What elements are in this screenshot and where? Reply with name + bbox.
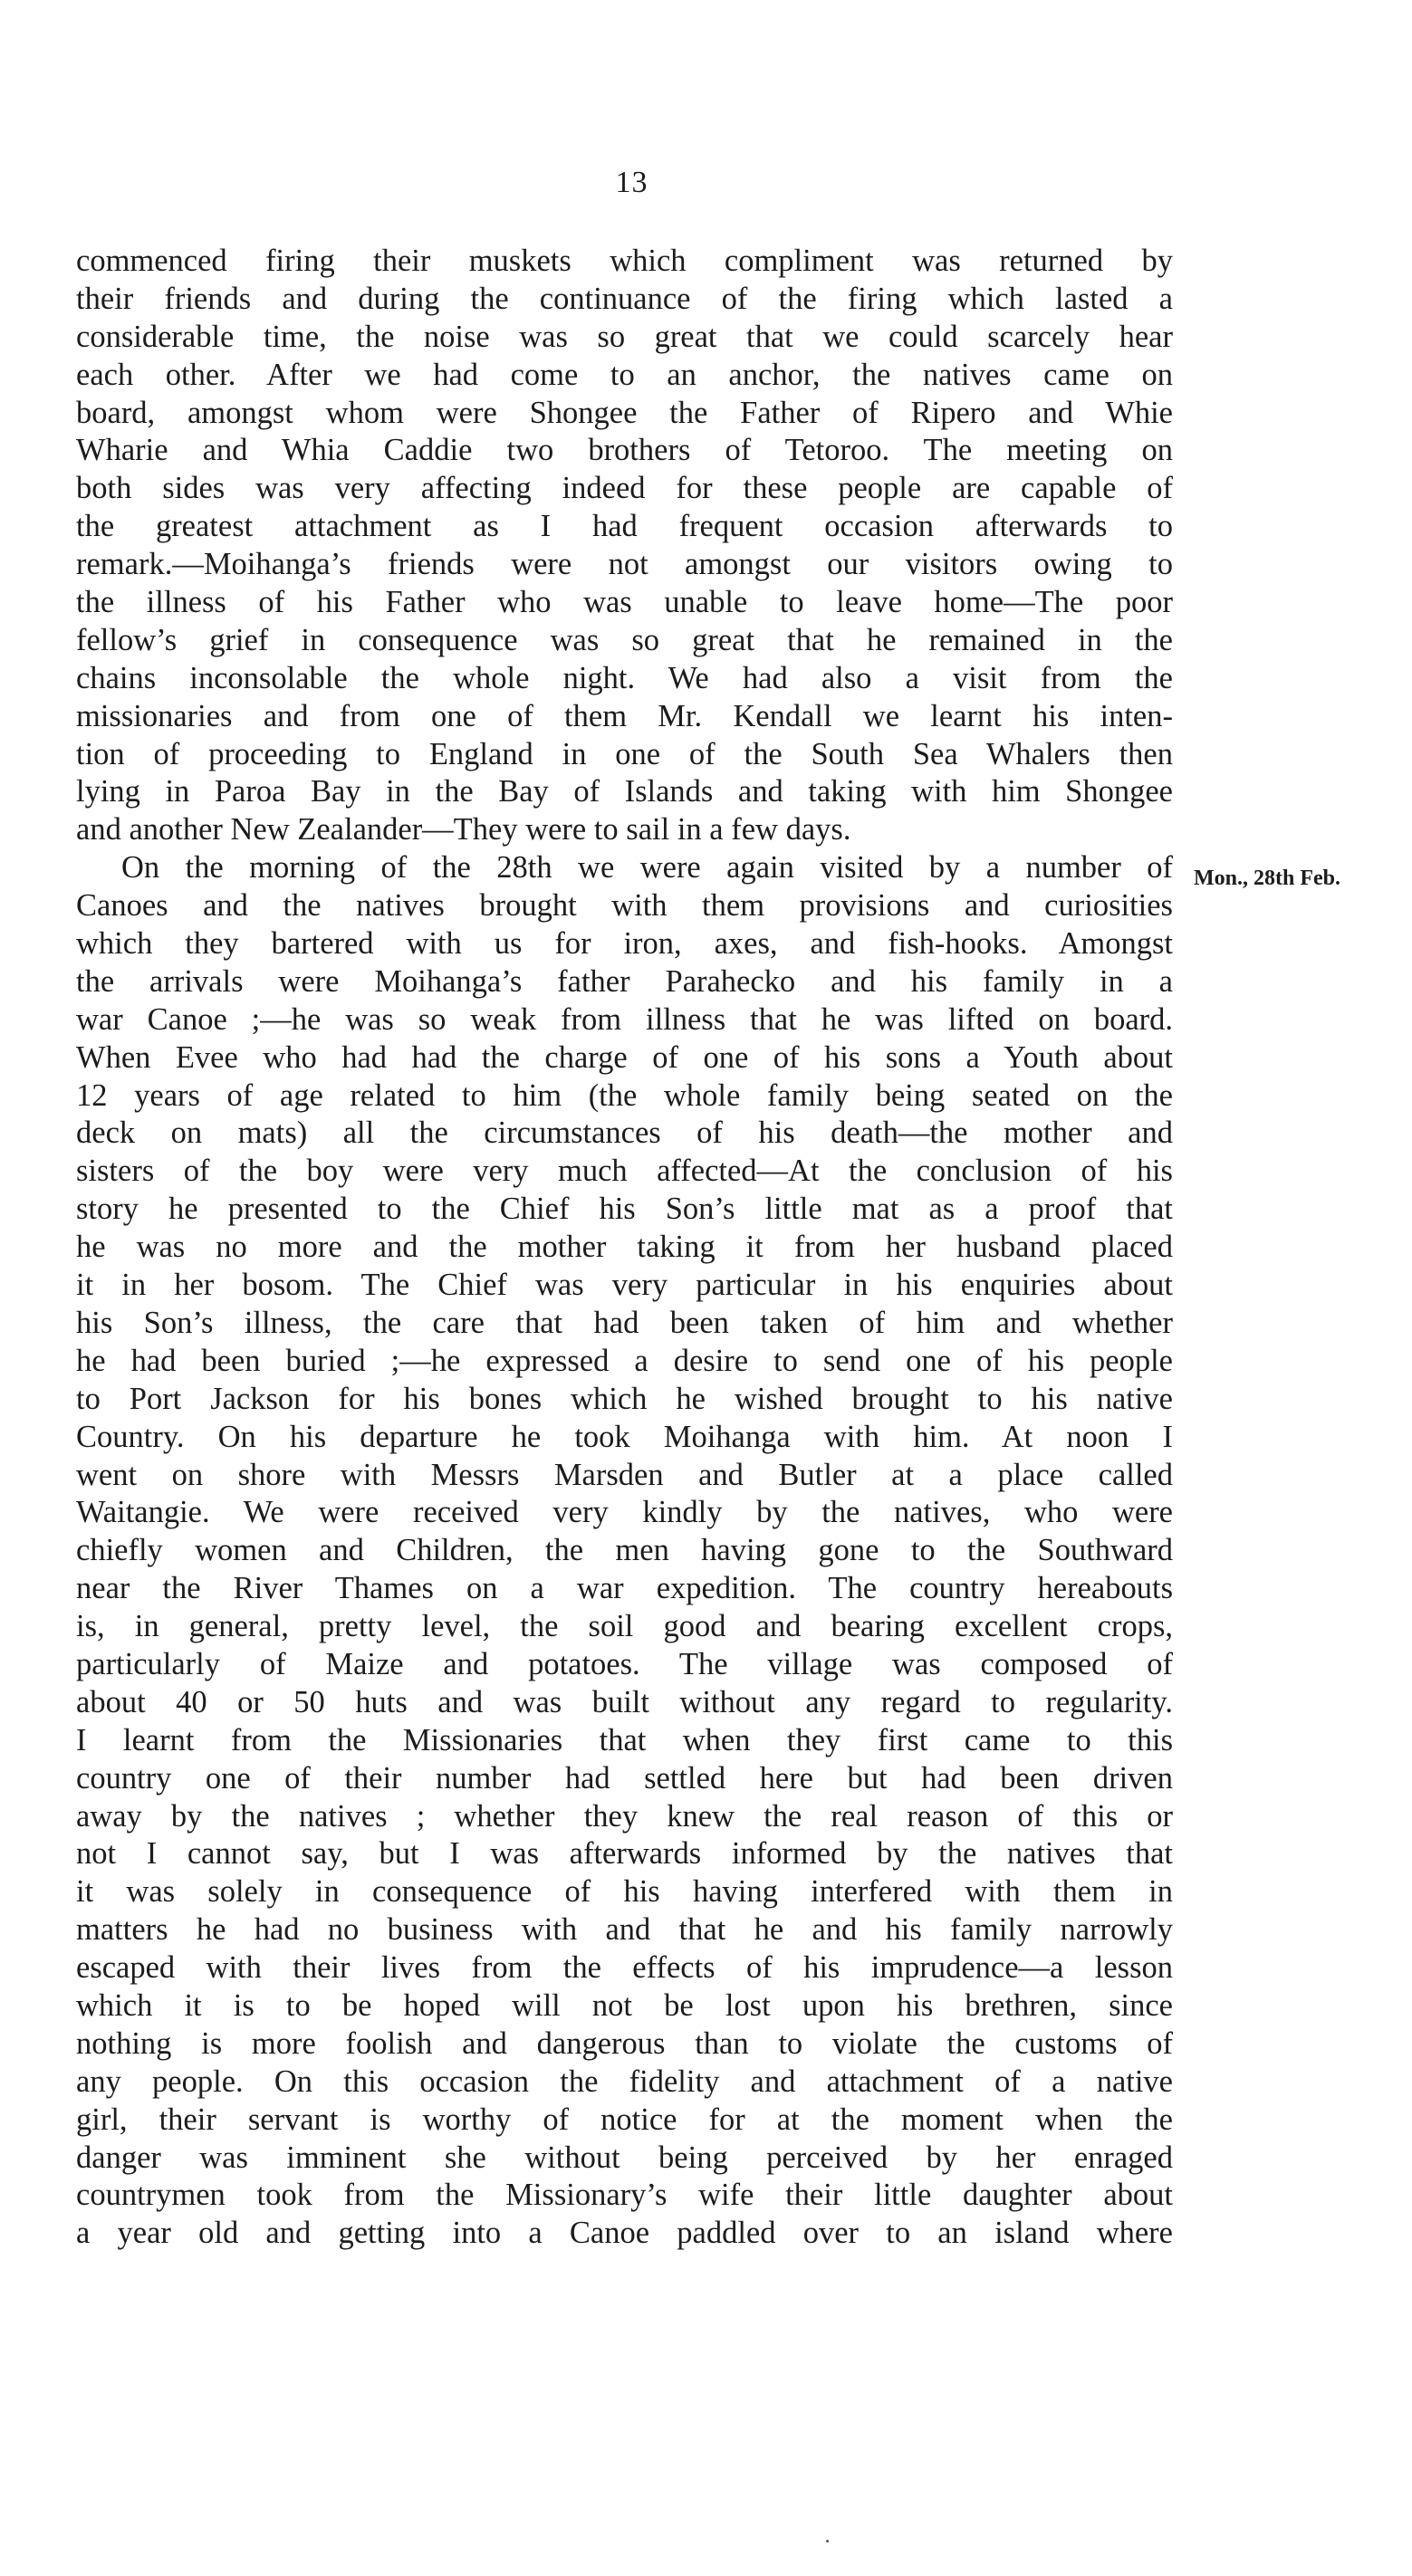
text-line: chains inconsolable the whole night. We had also a visit from the [76,660,1173,695]
text-line: not I cannot say, but I was afterwards informed by the natives that [76,1836,1173,1872]
text-line: considerable time, the noise was so great that we could scarcely hear [76,319,1173,354]
text-line: to Port Jackson for his bones which he wished brought to his native [76,1381,1173,1416]
text-line: commenced firing their muskets which compliment was returned by [76,244,1173,278]
text-line: Waitangie. We were received very kindly by the natives, who were [76,1495,1173,1530]
body-text [76,243,1173,2253]
text-line: board, amongst whom were Shongee the Father of Ripero and Whie [76,395,1173,430]
text-line: countrymen took from the Missionary’s wife their little daughter about [76,2178,1173,2213]
text-line: Canoes and the natives brought with them provisions and curiosities [76,888,1173,924]
text-line: he had been buried ;—he expressed a desire to send one of his people [76,1343,1173,1378]
page-number: 13 [615,166,648,199]
text-line: any people. On this occasion the fidelity and attachment of a native [76,2064,1173,2099]
text-line: the arrivals were Moihanga’s father Parahecko and his family in a [76,963,1173,999]
text-line: which they bartered with us for iron, axes, and fish-hooks. Amongst [76,926,1173,962]
text-line: lying in Paroa Bay in the Bay of Islands and taking with him Shongee [76,774,1173,809]
text-line: it in her bosom. The Chief was very particular in his enquiries about [76,1268,1173,1303]
text-line: Wharie and Whia Caddie two brothers of Tetoroo. The meeting on [76,433,1173,468]
text-line: girl, their servant is worthy of notice for at the moment when the [76,2102,1173,2137]
text-line: story he presented to the Chief his Son’s little mat as a proof that [76,1192,1173,1227]
text-line: remark.—Moihanga’s friends were not amongst our visitors owing to [76,547,1173,582]
text-line: away by the natives ; whether they knew the real reason of this or [76,1798,1173,1834]
text-line: danger was imminent she without being perceived by her enraged [76,2140,1173,2175]
text-line: tion of proceeding to England in one of the South Sea Whalers then [76,736,1173,771]
text-line: the illness of his Father who was unable to leave home—The poor [76,585,1173,620]
text-line: which it is to be hoped will not be lost upon his brethren, since [76,1987,1173,2023]
text-line: it was solely in consequence of his having interfered with them in [76,1874,1173,1910]
text-line: is, in general, pretty level, the soil good and bearing excellent crops, [76,1609,1173,1644]
text-line: matters he had no business with and that he and his family narrowly [76,1912,1173,1948]
text-line: about 40 or 50 huts and was built without any regard to regularity. [76,1684,1173,1719]
text-line: went on shore with Messrs Marsden and Butler at a place called [76,1457,1173,1492]
margin-date-note: Mon., 28th Feb. [1194,867,1340,890]
text-line: chiefly women and Children, the men having gone to the Southward [76,1533,1173,1568]
text-line: the greatest attachment as I had frequent occasion afterwards to [76,509,1173,544]
text-line: near the River Thames on a war expedition. The country hereabouts [76,1571,1173,1606]
text-line: a year old and getting into a Canoe paddled over to an island where [76,2216,1173,2251]
paper-speck [826,2540,829,2542]
text-line: missionaries and from one of them Mr. Kendall we learnt his inten- [76,698,1173,733]
text-line: he was no more and the mother taking it from her husband placed [76,1230,1173,1265]
text-line: fellow’s grief in consequence was so great that he remained in the [76,622,1173,657]
paragraph-start-line: On the morning of the 28th we were again visited by a number of [121,850,1173,886]
text-line: nothing is more foolish and dangerous than to violate the customs of [76,2025,1173,2061]
text-line: war Canoe ;—he was so weak from illness that he was lifted on board. [76,1001,1173,1037]
text-line: escaped with their lives from the effects of his imprudence—a lesson [76,1950,1173,1986]
text-line: 12 years of age related to him (the whole family being seated on the [76,1077,1173,1113]
text-line: country one of their number had settled here but had been driven [76,1760,1173,1796]
text-line: particularly of Maize and potatoes. The village was composed of [76,1646,1173,1681]
text-line: both sides was very affecting indeed for these people are capable of [76,471,1173,506]
text-line: each other. After we had come to an anchor, the natives came on [76,357,1173,392]
text-line: Country. On his departure he took Moihanga with him. At noon I [76,1419,1173,1454]
text-line: I learnt from the Missionaries that when they first came to this [76,1722,1173,1757]
text-line: When Evee who had had the charge of one of his sons a Youth about [76,1039,1173,1075]
text-line: sisters of the boy were very much affected—At the conclusion of his [76,1154,1173,1189]
text-line: and another New Zealander—They were to sail in a few days. [76,812,851,847]
text-line: his Son’s illness, the care that had been taken of him and whether [76,1305,1173,1340]
text-line: deck on mats) all the circumstances of his death—the mother and [76,1116,1173,1151]
text-line: their friends and during the continuance of the firing which lasted a [76,281,1173,316]
